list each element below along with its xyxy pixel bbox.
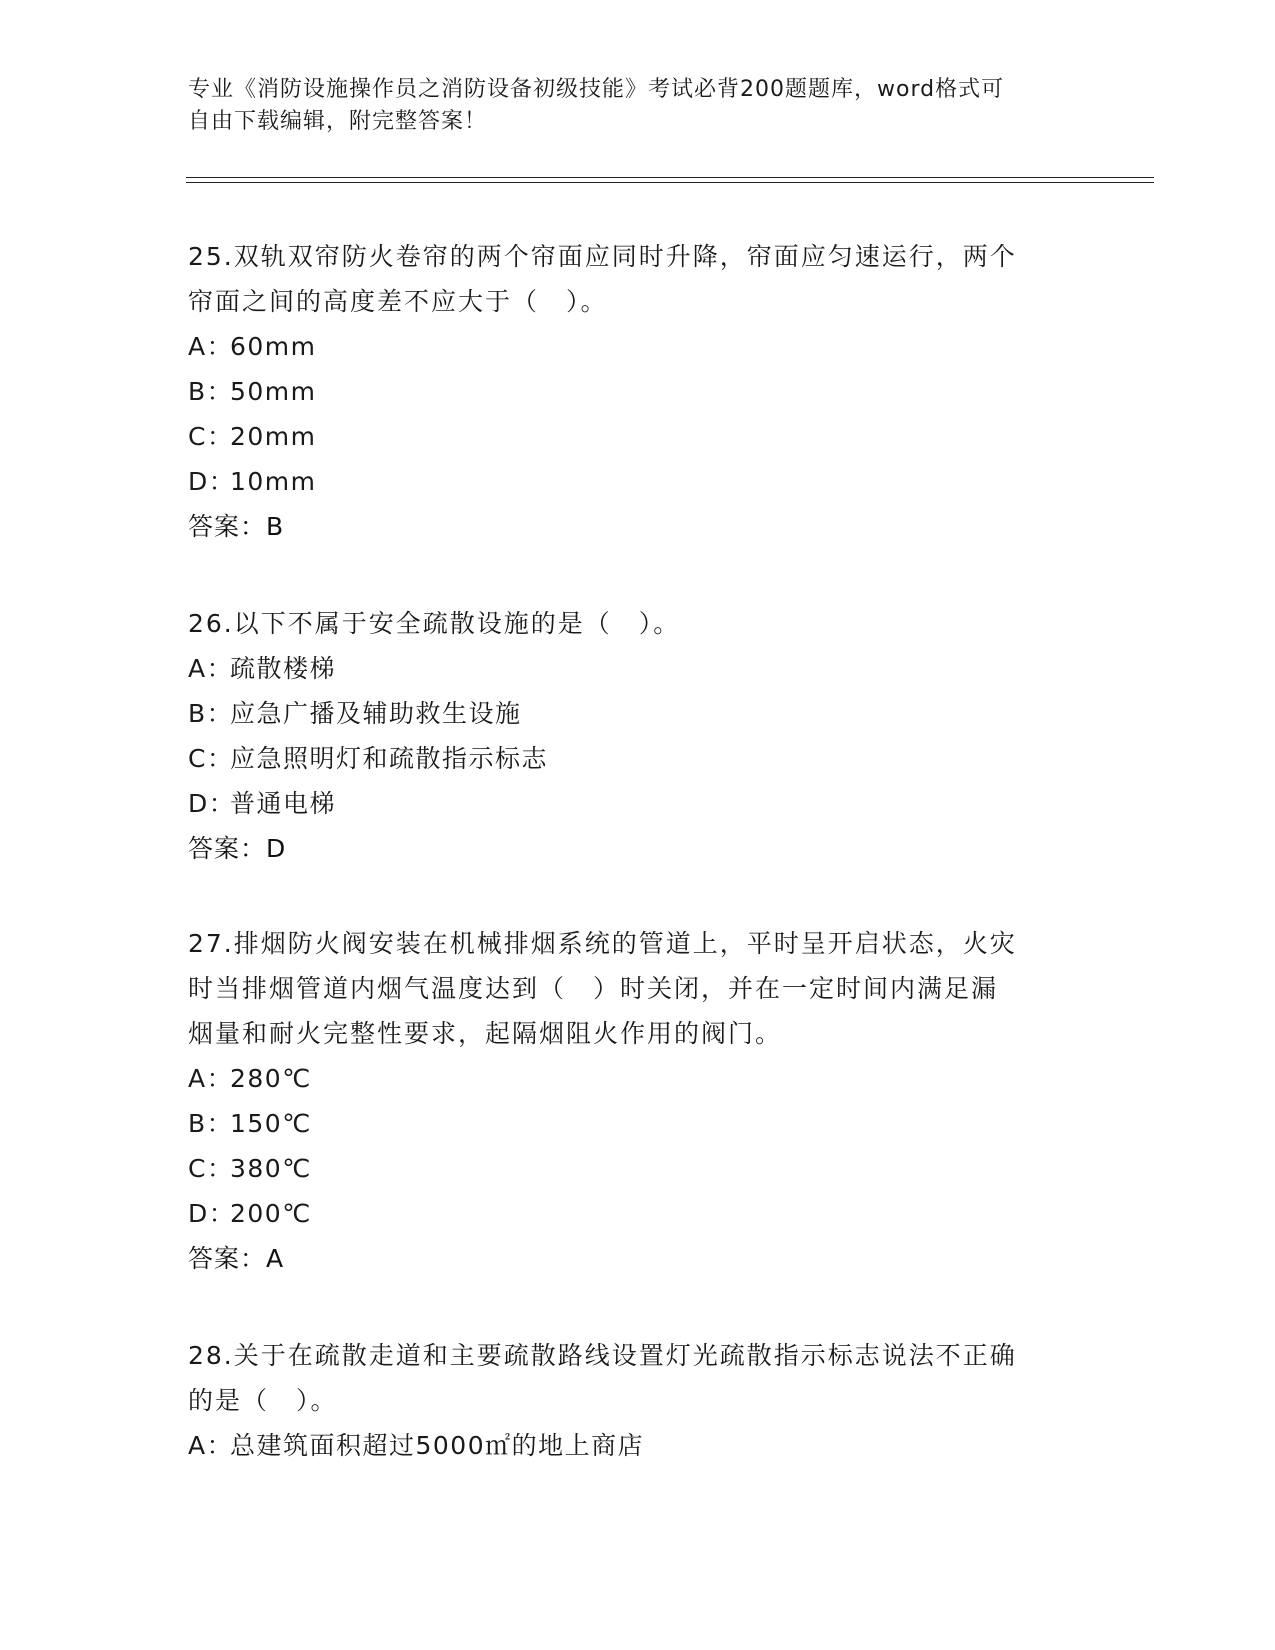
option-key: D： — [188, 1199, 236, 1228]
stem-line: 时当排烟管道内烟气温度达到（ ）时关闭，并在一定时间内满足漏 — [188, 974, 999, 1003]
option-key: A： — [188, 1431, 234, 1460]
option-key: B： — [188, 1109, 234, 1138]
stem-line: 烟量和耐火完整性要求，起隔烟阻火作用的阀门。 — [188, 1019, 783, 1048]
stem-line: 25.双轨双帘防火卷帘的两个帘面应同时升降，帘面应匀速运行，两个 — [188, 242, 1017, 271]
option-b — [188, 369, 1088, 414]
option-key: C： — [188, 744, 234, 773]
option-d — [188, 459, 1088, 504]
answer-line: 答案：B — [188, 512, 285, 541]
question-stem — [188, 601, 1088, 646]
header-divider-bottom — [186, 182, 1154, 183]
option-a — [188, 1056, 1088, 1101]
question-stem — [188, 921, 1088, 1056]
option-text: 200℃ — [230, 1199, 312, 1228]
option-text: 10mm — [230, 467, 317, 496]
option-key: D： — [188, 789, 236, 818]
option-key: C： — [188, 1154, 234, 1183]
answer-line: 答案：A — [188, 1244, 285, 1273]
header-divider-top — [186, 177, 1154, 178]
option-text: 疏散楼梯 — [230, 654, 337, 683]
option-a — [188, 324, 1088, 369]
option-a — [188, 1423, 1088, 1468]
question-26 — [188, 601, 1088, 871]
option-d — [188, 1191, 1088, 1236]
header-line-2: 自由下载编辑，附完整答案！ — [188, 109, 488, 134]
option-b — [188, 691, 1088, 736]
option-key: D： — [188, 467, 236, 496]
option-c — [188, 414, 1088, 459]
option-c — [188, 1146, 1088, 1191]
option-text: 280℃ — [230, 1064, 312, 1093]
option-text: 50mm — [230, 377, 317, 406]
header-line-1: 专业《消防设施操作员之消防设备初级技能》考试必背200题题库，word格式可 — [188, 77, 1005, 102]
stem-line: 帘面之间的高度差不应大于（ ）。 — [188, 287, 608, 316]
option-a — [188, 646, 1088, 691]
stem-line: 的是（ ）。 — [188, 1386, 338, 1415]
question-25 — [188, 234, 1088, 549]
option-text: 总建筑面积超过5000㎡的地上商店 — [230, 1431, 645, 1460]
question-stem — [188, 234, 1088, 324]
option-key: C： — [188, 422, 234, 451]
question-27 — [188, 921, 1088, 1281]
option-text: 150℃ — [230, 1109, 312, 1138]
option-key: B： — [188, 377, 234, 406]
option-key: B： — [188, 699, 234, 728]
option-d — [188, 781, 1088, 826]
stem-line: 28.关于在疏散走道和主要疏散路线设置灯光疏散指示标志说法不正确 — [188, 1341, 1017, 1370]
question-stem — [188, 1333, 1088, 1423]
question-28 — [188, 1333, 1088, 1468]
option-b — [188, 1101, 1088, 1146]
stem-line: 26.以下不属于安全疏散设施的是（ ）。 — [188, 609, 681, 638]
option-text: 20mm — [230, 422, 317, 451]
answer-line: 答案：D — [188, 834, 287, 863]
option-text: 380℃ — [230, 1154, 312, 1183]
stem-line: 27.排烟防火阀安装在机械排烟系统的管道上，平时呈开启状态，火灾 — [188, 929, 1017, 958]
option-c — [188, 736, 1088, 781]
option-text: 普通电梯 — [230, 789, 337, 818]
option-key: A： — [188, 654, 234, 683]
option-key: A： — [188, 332, 234, 361]
option-text: 60mm — [230, 332, 317, 361]
option-text: 应急广播及辅助救生设施 — [230, 699, 522, 728]
option-key: A： — [188, 1064, 234, 1093]
option-text: 应急照明灯和疏散指示标志 — [230, 744, 549, 773]
document-header — [188, 74, 1088, 138]
